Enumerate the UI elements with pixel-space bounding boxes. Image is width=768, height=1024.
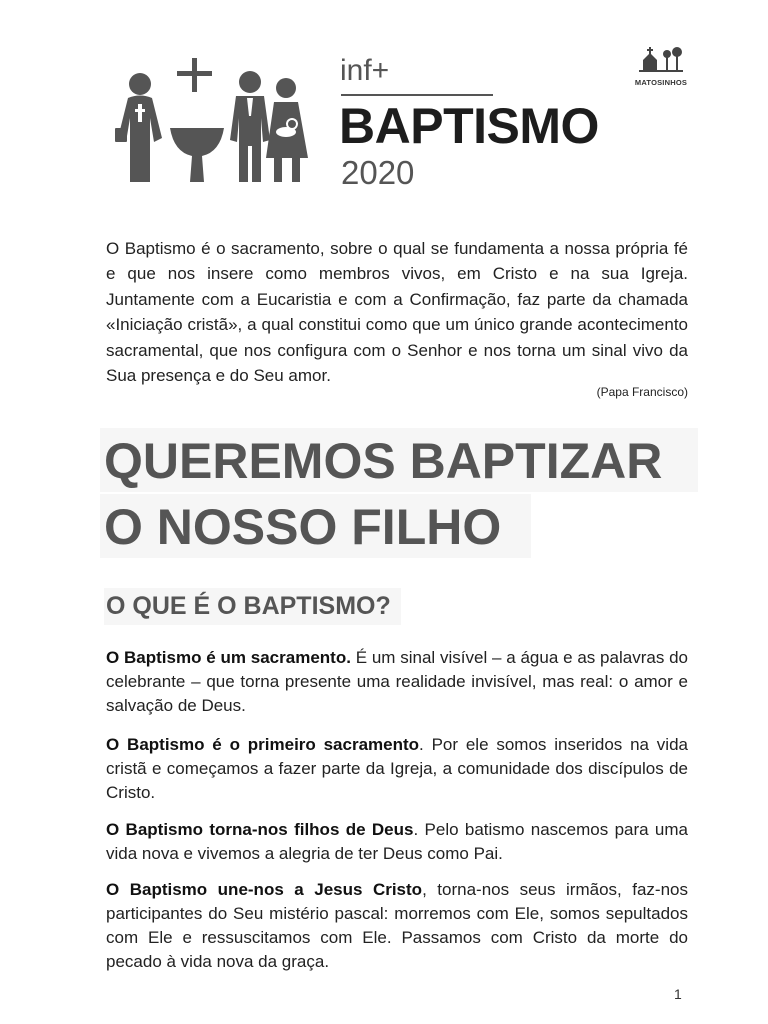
page-number: 1 xyxy=(674,986,682,1002)
document-year: 2020 xyxy=(341,154,415,191)
section-heading: O QUE É O BAPTISMO? xyxy=(104,588,401,625)
intro-quote: O Baptismo é o sacramento, sobre o qual se fundamenta a nossa própria fé e que nos insere como membros vivos, em Cristo e na sua Igreja. Juntamente com a Eucaristia e com a Confirmação, faz parte da chamada «Iniciação cristã», a qual constitui como que um único grande acontecimento sacramental, que nos configura com o Senhor e nos torna um sinal vivo da Sua presença e do Seu amor. xyxy=(106,239,688,386)
logo-text: MATOSINHOS xyxy=(634,78,688,87)
paragraph-lead: O Baptismo torna-nos filhos de Deus xyxy=(106,820,414,839)
paragraph-lead: O Baptismo é o primeiro sacramento xyxy=(106,735,420,754)
paragraph-lead: O Baptismo é um sacramento. xyxy=(106,648,351,667)
paragraph-body: É um sinal visível – a água e as palavras do celebrante – que torna presente uma realidade invisível, mas real: o amor e salvação de Deus. xyxy=(106,648,689,715)
paragraph-body: . Pelo batismo nascemos para uma vida nova e vivemos a alegria de ter Deus como Pai. xyxy=(106,820,689,863)
headline-line-2: O NOSSO FILHO xyxy=(100,494,531,558)
brand-divider xyxy=(341,94,493,96)
headline-line-1: QUEREMOS BAPTIZAR xyxy=(100,428,698,492)
church-icon xyxy=(637,44,685,76)
paragraph-body: . Por ele somos inseridos na vida cristã e começamos a fazer parte da Igreja, a comunidade dos discípulos de Cristo. xyxy=(106,735,688,802)
paragraph xyxy=(106,733,688,805)
brand-subtitle: inf+ xyxy=(340,54,390,87)
parish-logo xyxy=(630,44,692,94)
paragraph xyxy=(106,878,688,974)
paragraph-lead: O Baptismo une-nos a Jesus Cristo xyxy=(106,880,423,899)
quote-attribution: (Papa Francisco) xyxy=(596,385,688,399)
baptism-family-illustration xyxy=(106,54,316,188)
paragraph xyxy=(106,818,688,866)
document-title: BAPTISMO xyxy=(339,98,599,154)
paragraph xyxy=(106,646,688,718)
paragraph-body: , torna-nos seus irmãos, faz-nos participantes do Seu mistério pascal: morremos com Ele, somos sepultados com Ele e ressuscitamos com Ele. Passamos com Cristo da morte do pecado à vida nova da graça. xyxy=(106,880,688,971)
